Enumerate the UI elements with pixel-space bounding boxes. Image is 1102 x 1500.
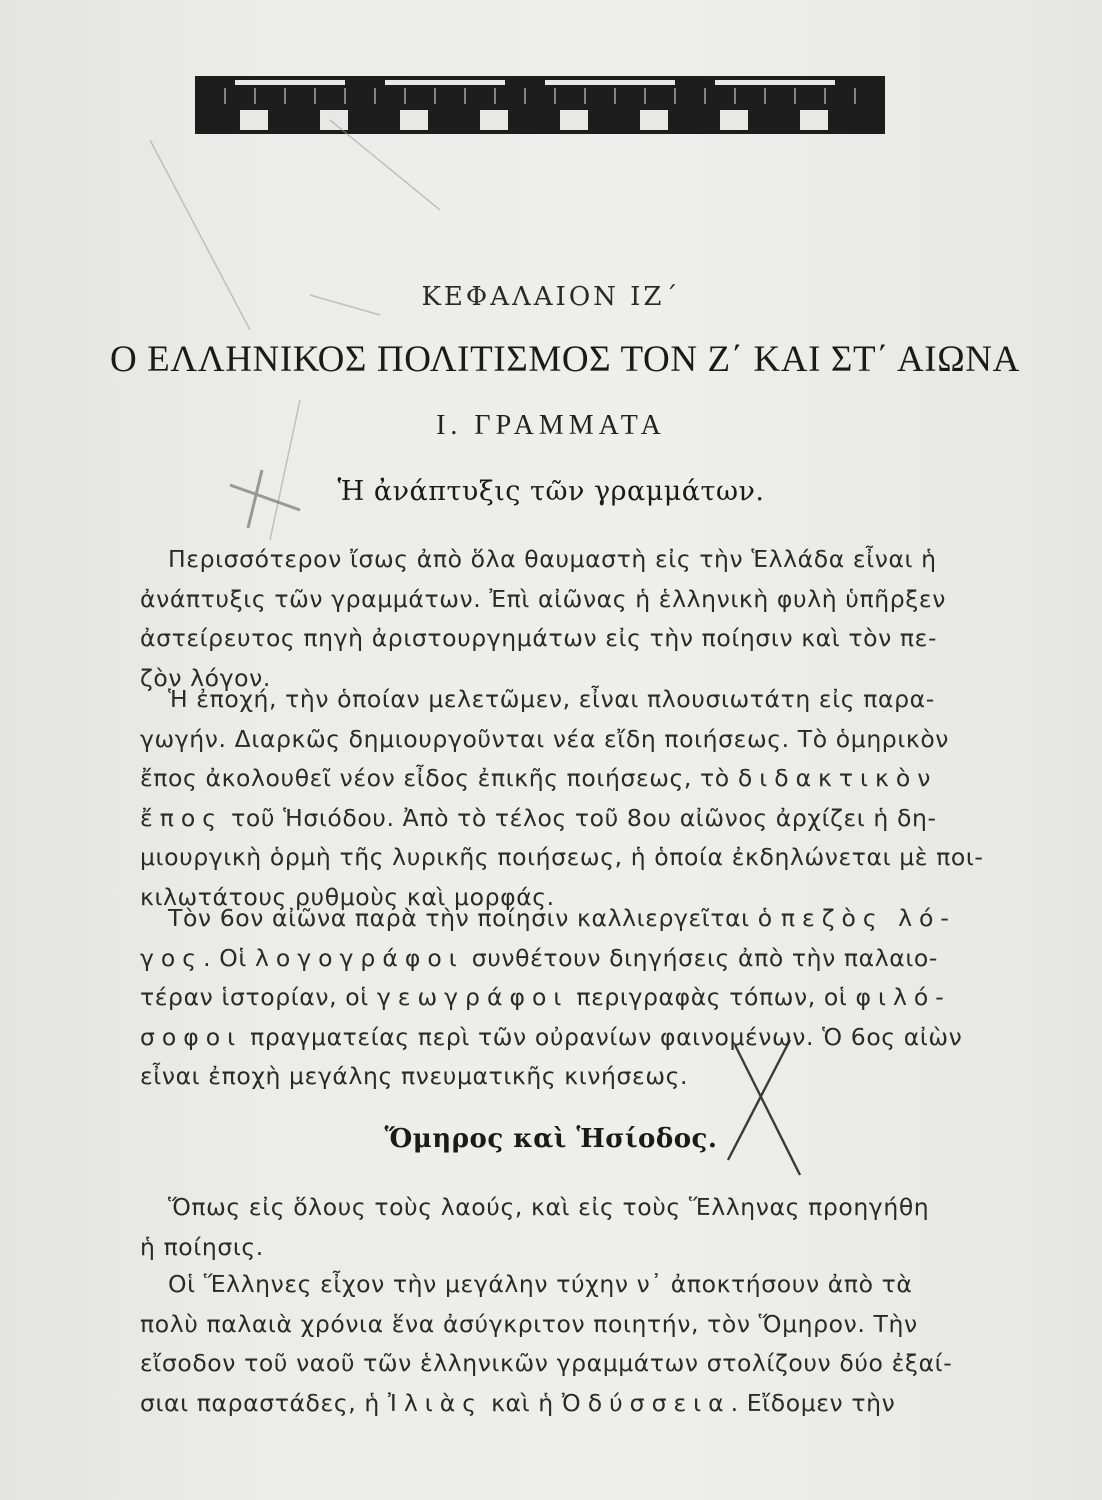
text-line: πολὺ παλαιὰ χρόνια ἕνα ἀσύγκριτον ποιητήν, τὸν Ὅμηρον. Τὴν <box>140 1309 918 1338</box>
spaced-term: πεζὸς λό- <box>780 904 956 932</box>
text-run: καὶ ἡ <box>483 1388 562 1417</box>
paragraph-3 <box>140 899 990 1097</box>
text-line <box>140 799 990 839</box>
text-line: γωγήν. Διαρκῶς δημιουργοῦνται νέα εἴδη ποιήσεως. Τὸ ὁμηρικὸν <box>140 724 950 753</box>
spaced-term: ἔπος <box>140 803 224 832</box>
subheading-homer-and-hesiod: Ὅμηρος καὶ Ἡσίοδος. <box>384 1124 718 1154</box>
chapter-heading: ΚΕΦΑΛΑΙΟΝ ΙΖ΄ <box>421 282 681 312</box>
spaced-term: γος <box>140 943 204 972</box>
spaced-term: Ἰλιὰς <box>387 1388 483 1417</box>
text-line: εἶναι ἐποχὴ μεγάλης πνευματικῆς κινήσεως. <box>140 1062 689 1091</box>
text-line: Οἱ Ἕλληνες εἶχον τὴν μεγάλην τύχην ν᾽ ἀποκτήσουν ἀπὸ τὰ <box>168 1270 913 1298</box>
paragraph-2 <box>140 680 990 918</box>
text-run: πραγματείας περὶ τῶν οὐρανίων φαινομένων. Ὁ 6ος αἰὼν <box>242 1022 963 1051</box>
text-run: ἔπος ἀκολουθεῖ νέον εἶδος ἐπικῆς ποιήσεως, τὸ <box>140 764 738 793</box>
text-line <box>140 1018 990 1058</box>
text-line: Ἡ ἐποχή, τὴν ὁποίαν μελετῶμεν, εἶναι πλουσιωτάτη εἰς παρα- <box>168 685 935 713</box>
paragraph-4 <box>140 1188 990 1267</box>
text-line <box>140 978 990 1018</box>
spaced-term: σοφοι <box>140 1022 243 1051</box>
text-run: . Οἱ <box>203 943 255 972</box>
text-line: Ὅπως εἰς ὅλους τοὺς λαούς, καὶ εἰς τοὺς Ἕλληνας προηγήθη <box>168 1193 930 1221</box>
text-line <box>140 759 990 799</box>
paragraph-1 <box>140 540 990 698</box>
text-line: ἡ ποίησις. <box>140 1232 264 1261</box>
text-line: κιλωτάτους ρυθμοὺς καὶ μορφάς. <box>140 882 555 911</box>
chapter-title: Ο ΕΛΛΗΝΙΚΟΣ ΠΟΛΙΤΙΣΜΟΣ ΤΟΝ Ζ΄ ΚΑΙ ΣΤ΄ ΑΙΩΝΑ <box>110 339 1020 380</box>
text-line: ζὸν λόγον. <box>140 663 271 692</box>
spaced-term: λογογράφοι <box>254 943 464 972</box>
text-run: περιγραφὰς τόπων, οἱ <box>568 983 856 1012</box>
spaced-term: Ὀδύσσεια <box>561 1388 731 1417</box>
paragraph-5 <box>140 1265 990 1423</box>
text-line: μιουργικὴ ὁρμὴ τῆς λυρικῆς ποιήσεως, ἡ ὁποία ἐκδηλώνεται μὲ ποι- <box>140 843 984 872</box>
subheading-development-of-letters: Ἡ ἀνάπτυξις τῶν γραμμάτων. <box>337 476 765 507</box>
text-run: συνθέτουν διηγήσεις ἀπὸ τὴν παλαιο- <box>463 943 938 972</box>
text-run: σιαι παραστάδες, ἡ <box>140 1388 388 1417</box>
text-line: ἀνάπτυξις τῶν γραμμάτων. Ἐπὶ αἰῶνας ἡ ἑλληνικὴ φυλὴ ὑπῆρξεν <box>140 584 946 613</box>
section-heading: I. ΓΡΑΜΜΑΤΑ <box>436 410 666 441</box>
text-line <box>140 939 990 979</box>
text-line: ἀστείρευτος πηγὴ ἀριστουργημάτων εἰς τὴν ποίησιν καὶ τὸν πε- <box>140 624 938 653</box>
text-run: τέραν ἱστορίαν, οἱ <box>140 983 377 1012</box>
text-line: Περισσότερον ἴσως ἀπὸ ὅλα θαυμαστὴ εἰς τὴν Ἑλλάδα εἶναι ἡ <box>168 545 937 573</box>
decorative-header-band <box>195 76 885 134</box>
text-run: . Εἴδομεν τὴν <box>730 1388 896 1417</box>
spaced-term: φιλό- <box>855 983 951 1012</box>
spaced-term: γεωγράφοι <box>376 983 569 1012</box>
text-line <box>140 899 990 939</box>
text-line: εἴσοδον τοῦ ναοῦ τῶν ἑλληνικῶν γραμμάτων στολίζουν δύο ἐξαί- <box>140 1349 953 1378</box>
text-line <box>140 1384 990 1424</box>
spaced-term: διδακτικὸν <box>737 764 938 793</box>
text-run: Τὸν 6ον αἰῶνα παρὰ τὴν ποίησιν καλλιεργεῖται ὁ <box>168 904 781 932</box>
text-run: τοῦ Ἡσιόδου. Ἀπὸ τὸ τέλος τοῦ 8ου αἰῶνος ἀρχίζει ἡ δη- <box>223 803 937 832</box>
